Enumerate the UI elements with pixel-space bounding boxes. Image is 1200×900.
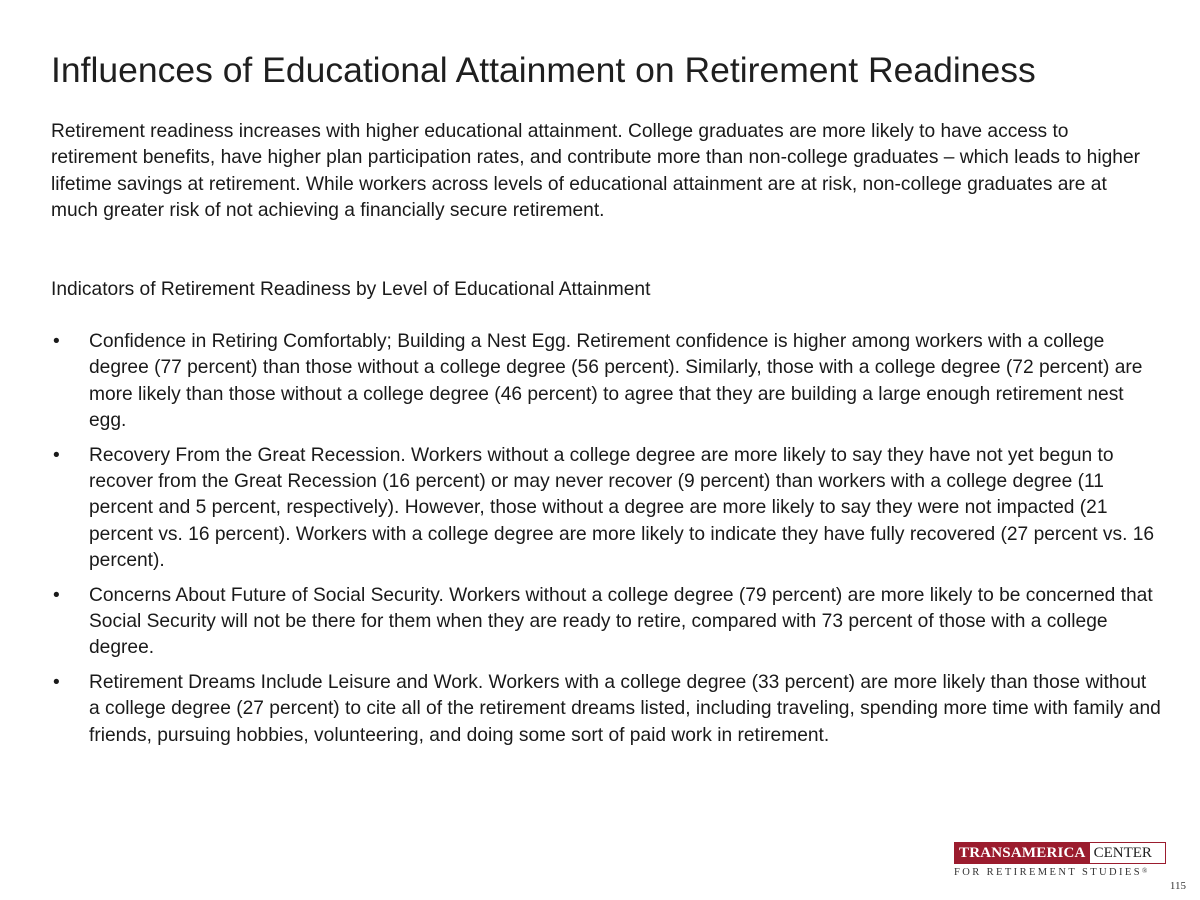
logo-tagline-text: FOR RETIREMENT STUDIES <box>954 867 1142 878</box>
bullet-icon: • <box>53 671 60 693</box>
bullet-icon: • <box>53 331 60 352</box>
intro-paragraph: Retirement readiness increases with higher educational attainment. College graduates are more likely to have access to retirement benefits, have higher plan participation rates, and contribute more than non-college graduates – which leads to higher lifetime savings at retirement. While workers across levels of educational attainment are at risk, non-college graduates are at much greater risk of not achieving a financially secure retirement. <box>51 121 1141 222</box>
indicator-list <box>51 329 1161 757</box>
indicator-item-recovery <box>51 443 1161 575</box>
indicator-text: Confidence in Retiring Comfortably; Building a Nest Egg. Retirement confidence is higher among workers with a college degree (77 percent) than those without a college degree (56 percent). Similarly, those with a college degree (72 percent) are more likely than those without a college degree (46 percent) to agree that they are building a large enough retirement nest egg. <box>89 331 1143 432</box>
indicator-text: Retirement Dreams Include Leisure and Work. Workers with a college degree (33 percent) are more likely than those without a college degree (27 percent) to cite all of the retirement dreams listed, including traveling, spending more time with family and friends, pursuing hobbies, volunteering, and doing some sort of paid work in retirement. <box>89 671 1161 746</box>
indicator-item-social-security <box>51 583 1161 662</box>
logo-tagline <box>954 867 1166 878</box>
indicator-text: Concerns About Future of Social Security. Workers without a college degree (79 percent) are more likely to be concerned that Social Security will not be there for them when they are ready to retire, compared with 73 percent of those with a college degree. <box>89 584 1153 659</box>
page-title: Influences of Educational Attainment on Retirement Readiness <box>51 50 1036 90</box>
logo-name-left: TRANSAMERICA <box>955 843 1090 863</box>
indicator-item-retirement-dreams <box>51 670 1161 749</box>
bullet-icon: • <box>53 444 60 466</box>
logo-wordmark <box>954 842 1166 864</box>
page-number: 115 <box>1169 880 1186 892</box>
indicators-subheading: Indicators of Retirement Readiness by Level of Educational Attainment <box>51 279 651 300</box>
indicator-item-confidence <box>51 329 1161 435</box>
indicator-text: Recovery From the Great Recession. Workers without a college degree are more likely to say they have not yet begun to recover from the Great Recession (16 percent) or may never recover (9 percent) than workers with a college degree (11 percent and 5 percent, respectively). However, those without a degree are more likely to say they were not impacted (21 percent vs. 16 percent). Workers with a college degree are more likely to indicate they have fully recovered (27 percent vs. 16 percent). <box>89 444 1155 572</box>
bullet-icon: • <box>53 584 60 606</box>
registered-mark: ® <box>1141 867 1148 875</box>
logo-name-right: CENTER <box>1090 843 1156 863</box>
transamerica-logo <box>954 842 1166 878</box>
